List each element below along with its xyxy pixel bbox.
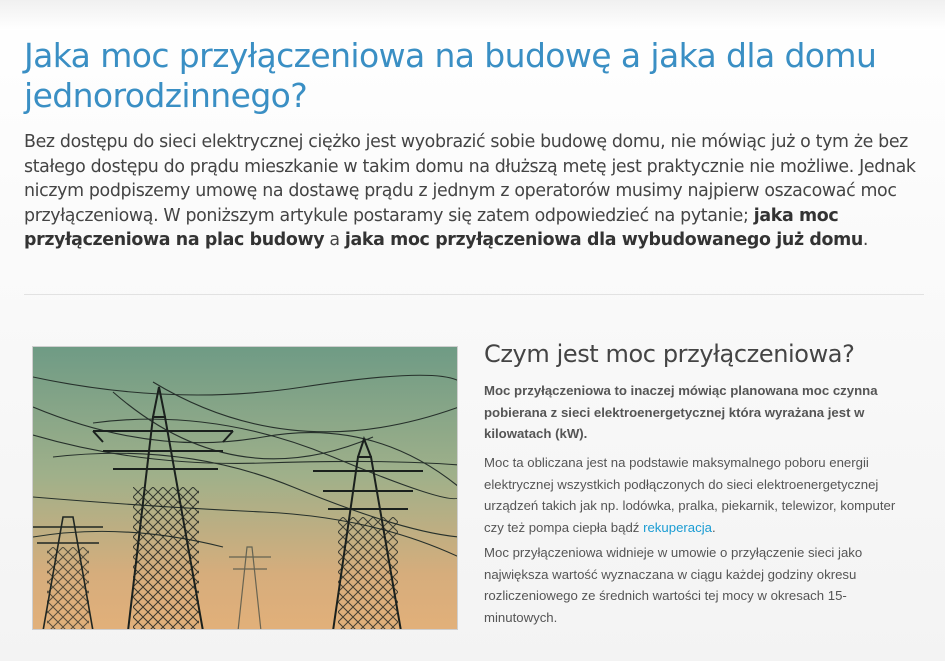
article-intro [24,130,924,253]
header-shadow [0,0,945,30]
paragraph-2-end: . [711,519,716,535]
intro-end: . [862,230,869,250]
intro-connector: a [324,230,345,250]
intro-bold-construction: jaka moc przyłączeniowa na plac budowy [24,205,839,250]
section-paragraph-3: Moc przyłączeniowa widnieje w umowie o przyłączenie sieci jako największa wartość wyznaczana w ciągu każdej godziny okresu rozliczeniowego ze średnich wartości tej mocy w okresach 15-minutowych. [484,545,863,625]
section-title: Czym jest moc przyłączeniowa? [484,340,855,368]
power-lines-photo [32,346,458,630]
intro-bold-house: jaka moc przyłączeniowa dla wybudowanego już domu [344,230,863,250]
recuperation-link[interactable]: rekuperacja [643,519,712,535]
article-title: Jaka moc przyłączeniowa na budowę a jaka dla domu jednorodzinnego? [24,36,877,115]
section-paragraph-2 [484,452,904,538]
intro-text: Bez dostępu do sieci elektrycznej ciężko jest wyobrazić sobie budowę domu, nie mówiąc już o tym że bez stałego dostępu do prądu mieszkanie w takim domu na dłuższą metę jest praktycznie nie możliwe. Jednak niczym podpiszemy umowę na dostawę prądu z jednym z operatorów musimy najpierw oszacować moc przyłączeniową. W poniższym artykule postaramy się zatem odpowiedzieć na pytanie; [24,132,916,226]
paragraph-2-text: Moc ta obliczana jest na podstawie maksymalnego poboru energii elektrycznej wszystkich podłączonych do sieci elektroenergetycznej urządzeń takich jak np. lodówka, pralka, piekarnik, telewizor, komputer czy też pompa ciepła bądź [484,455,896,535]
section-paragraph-1: Moc przyłączeniowa to inaczej mówiąc planowana moc czynna pobierana z sieci elektroenergetycznej która wyrażana jest w kilowatach (kW). [484,383,878,441]
section-divider [24,294,924,295]
